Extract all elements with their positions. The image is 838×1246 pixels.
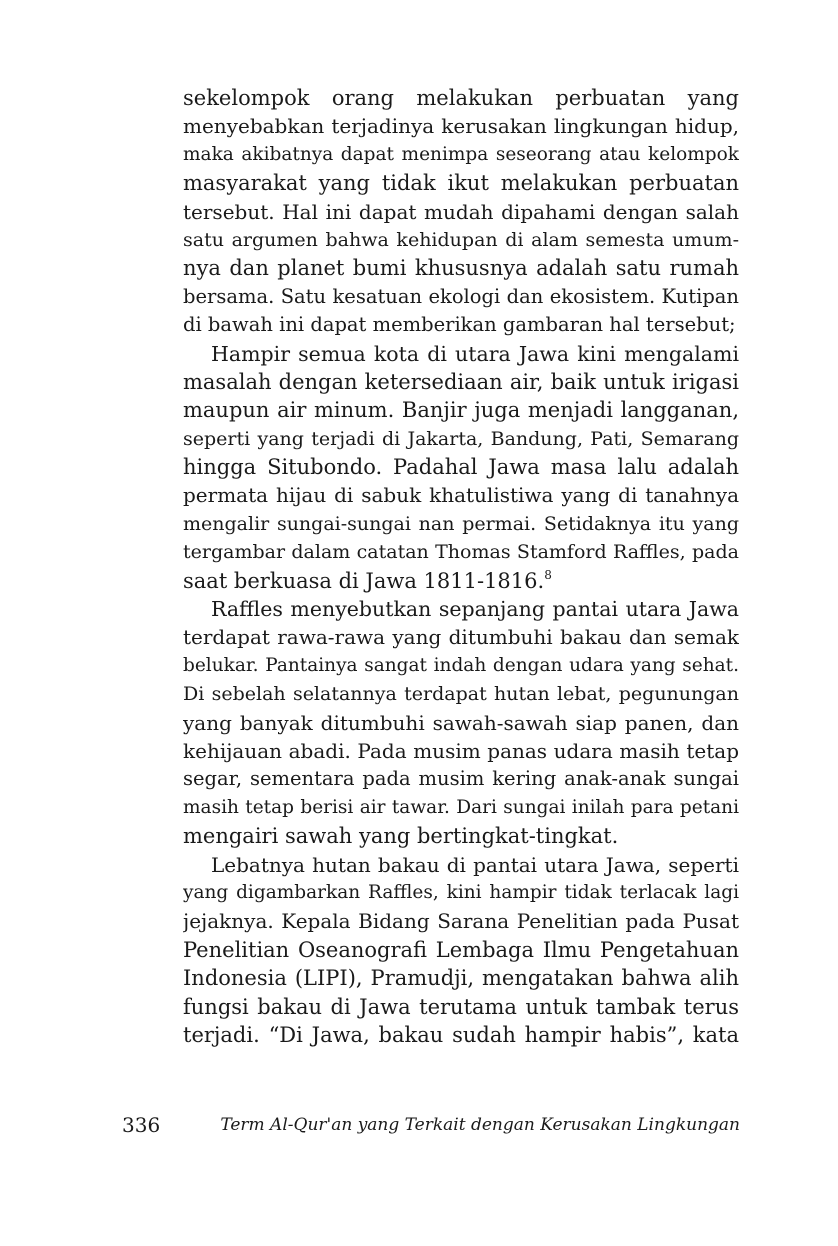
text-line-content: hingga Situbondo. Padahal Jawa masa lalu adalah <box>183 455 739 480</box>
text-line-content: Hampir semua kota di utara Jawa kini mengalami <box>211 341 739 366</box>
text-line <box>183 396 739 424</box>
text-line-content: terdapat rawa-rawa yang ditumbuhi bakau dan semak <box>183 625 739 650</box>
text-line <box>183 283 739 311</box>
text-line-content: mengairi sawah yang bertingkat-tingkat. <box>183 824 619 849</box>
text-line-content: bersama. Satu kesatuan ekologi dan ekosistem. Kutipan <box>183 284 739 308</box>
text-line-content: di bawah ini dapat memberikan gambaran hal tersebut; <box>183 313 736 337</box>
running-title: Term Al-Qur'an yang Terkait dengan Kerusakan Lingkungan <box>220 1115 740 1135</box>
text-line-content: Raffles menyebutkan sepanjang pantai utara Jawa <box>211 597 739 622</box>
text-line-content: yang banyak ditumbuhi sawah-sawah siap panen, dan <box>183 710 739 735</box>
text-line <box>183 510 739 538</box>
text-line-content: tersebut. Hal ini dapat mudah dipahami dengan salah <box>183 199 739 224</box>
text-line <box>183 368 739 396</box>
text-line <box>183 481 739 509</box>
page-footer <box>122 1113 740 1141</box>
text-line <box>183 425 739 453</box>
text-line-content: maupun air minum. Banjir juga menjadi langganan, <box>183 398 739 423</box>
text-line-content: masyarakat yang tidak ikut melakukan perbuatan <box>183 171 739 196</box>
text-line <box>183 879 739 907</box>
text-line <box>183 169 739 197</box>
text-line <box>183 964 739 992</box>
text-line <box>183 538 739 566</box>
text-line-content: sekelompok orang melakukan perbuatan yang <box>183 86 739 110</box>
text-line <box>183 595 739 623</box>
text-line-content: Di sebelah selatannya terdapat hutan lebat, pegunungan <box>183 683 739 706</box>
text-line <box>183 652 739 680</box>
text-line-content: jejaknya. Kepala Bidang Sarana Penelitian pada Pusat <box>183 909 739 934</box>
text-line-content: mengalir sungai-sungai nan permai. Setidaknya itu yang <box>183 512 739 535</box>
text-line <box>183 567 739 595</box>
text-line <box>183 254 739 282</box>
text-line <box>183 198 739 226</box>
text-line <box>183 141 739 169</box>
text-line-content: seperti yang terjadi di Jakarta, Bandung, Pati, Semarang <box>183 427 739 450</box>
text-line <box>183 851 739 879</box>
text-line <box>183 737 739 765</box>
text-line <box>183 680 739 708</box>
text-line-content: Lebatnya hutan bakau di pantai utara Jawa, seperti <box>211 852 739 877</box>
text-line <box>183 340 739 368</box>
text-line-content: Indonesia (LIPI), Pramudji, mengatakan bahwa alih <box>183 966 739 991</box>
text-line-content: belukar. Pantainya sangat indah dengan udara yang sehat. <box>183 654 739 676</box>
text-line <box>183 709 739 737</box>
text-line <box>183 936 739 964</box>
text-line-content: Penelitian Oseanografi Lembaga Ilmu Pengetahuan <box>183 937 739 962</box>
text-line <box>183 993 739 1021</box>
text-line <box>183 112 739 140</box>
body-text <box>183 84 739 1049</box>
text-line-content: masalah dengan ketersediaan air, baik untuk irigasi <box>183 369 739 394</box>
text-line-content: saat berkuasa di Jawa 1811-1816. <box>183 568 545 593</box>
page-number: 336 <box>122 1113 161 1137</box>
footnote-reference: 8 <box>544 567 552 582</box>
text-line-content: menyebabkan terjadinya kerusakan lingkungan hidup, <box>183 114 739 139</box>
text-line-content: masih tetap berisi air tawar. Dari sungai inilah para petani <box>183 796 739 818</box>
text-line <box>183 226 739 254</box>
text-line <box>183 907 739 935</box>
text-line <box>183 84 739 112</box>
text-line-content: nya dan planet bumi khususnya adalah satu rumah <box>183 256 739 281</box>
text-line-content: yang digambarkan Raffles, kini hampir tidak terlacak lagi <box>183 881 739 903</box>
text-line <box>183 453 739 481</box>
text-line <box>183 794 739 822</box>
text-line-content: terjadi. “Di Jawa, bakau sudah hampir habis”, kata <box>183 1022 739 1047</box>
text-line-content: fungsi bakau di Jawa terutama untuk tambak terus <box>183 994 739 1019</box>
text-line-content: kehijauan abadi. Pada musim panas udara masih tetap <box>183 738 739 763</box>
text-line-content: maka akibatnya dapat menimpa seseorang atau kelompok <box>183 143 739 165</box>
text-line <box>183 1021 739 1049</box>
text-line-content: segar, sementara pada musim kering anak-anak sungai <box>183 767 739 791</box>
text-line-content: satu argumen bahwa kehidupan di alam semesta umum- <box>183 228 739 251</box>
text-line <box>183 822 739 850</box>
text-line-content: tergambar dalam catatan Thomas Stamford Raffles, pada <box>183 541 739 564</box>
text-line <box>183 765 739 793</box>
text-line <box>183 623 739 651</box>
text-line-content: permata hijau di sabuk khatulistiwa yang di tanahnya <box>183 483 739 508</box>
text-line <box>183 311 739 339</box>
